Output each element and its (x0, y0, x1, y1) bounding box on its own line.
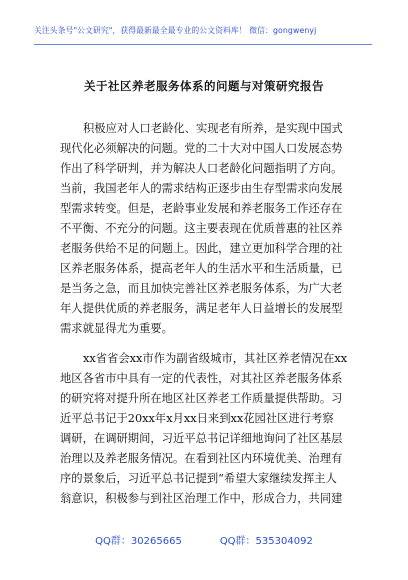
paragraph-1-line-8: 区养老服务体系，提高老年人的生活水平和生活质量，已 (60, 262, 343, 275)
paragraph-1-line-9: 是当务之急，而且加快完善社区养老服务体系，为广大老 (60, 282, 343, 295)
footer (0, 532, 408, 547)
paragraph-1-line-11: 需求就显得尤为重要。 (60, 322, 173, 335)
paragraph-1-line-1: 积极应对人口老龄化、实现老有所养，是实现中国式 (83, 122, 343, 135)
paragraph-1-line-5: 型需求转变。但是，老龄事业发展和养老服务工作还存在 (60, 202, 343, 215)
paragraph-2-line-8: 翁意识，积极参与到社区治理工作中，形成合力，共同建 (60, 492, 343, 505)
footer-qq-group-2: QQ群：535304092 (216, 536, 317, 547)
paragraph-1-line-4: 当前，我国老年人的需求结构正逐步由生存型需求向发展 (60, 182, 343, 195)
paragraph-2-line-5: 调研，在调研期间，习近平总书记详细地询问了社区基层 (60, 432, 343, 445)
paragraph-2-line-2: 地区各省市中具有一定的代表性，对其社区养老服务体系 (60, 372, 343, 385)
paragraph-1-line-10: 年人提供优质的养老服务，满足老年人日益增长的发展型 (60, 302, 343, 315)
document-title: 关于社区养老服务体系的问题与对策研究报告 (84, 79, 324, 93)
paragraph-1-line-3: 作出了科学研判，并为解决人口老龄化问题指明了方向。 (60, 162, 343, 175)
footer-qq-group-1: QQ群：30265665 (91, 536, 186, 547)
paragraph-2-line-7: 序的景象后，习近平总书记提到“希望大家继续发挥主人 (60, 472, 337, 485)
paragraph-1-line-2: 现代化必须解决的问题。党的二十大对中国人口发展态势 (60, 142, 343, 155)
paragraph-1-line-6: 不平衡、不充分的问题。这主要表现在优质普惠的社区养 (60, 222, 343, 235)
header-banner: 关注头条号"公文研究"，获得最新最全最专业的公文资料库！ 微信：gongwenyj (34, 26, 317, 35)
paragraph-2-line-4: 近平总书记于20xx年x月xx日来到xx花园社区进行考察 (60, 412, 334, 425)
header-divider (34, 44, 372, 45)
paragraph-2-line-6: 治理以及养老服务情况。在看到社区内环境优美、治理有 (60, 452, 343, 465)
paragraph-2-line-3: 的研究将对提升所在地区社区养老工作质量提供帮助。习 (60, 392, 343, 405)
paragraph-1-line-7: 老服务供给不足的问题上。因此，建立更加科学合理的社 (60, 242, 343, 255)
paragraph-2-line-1: xx省省会xx市作为副省级城市，其社区养老情况在xx (83, 352, 348, 365)
